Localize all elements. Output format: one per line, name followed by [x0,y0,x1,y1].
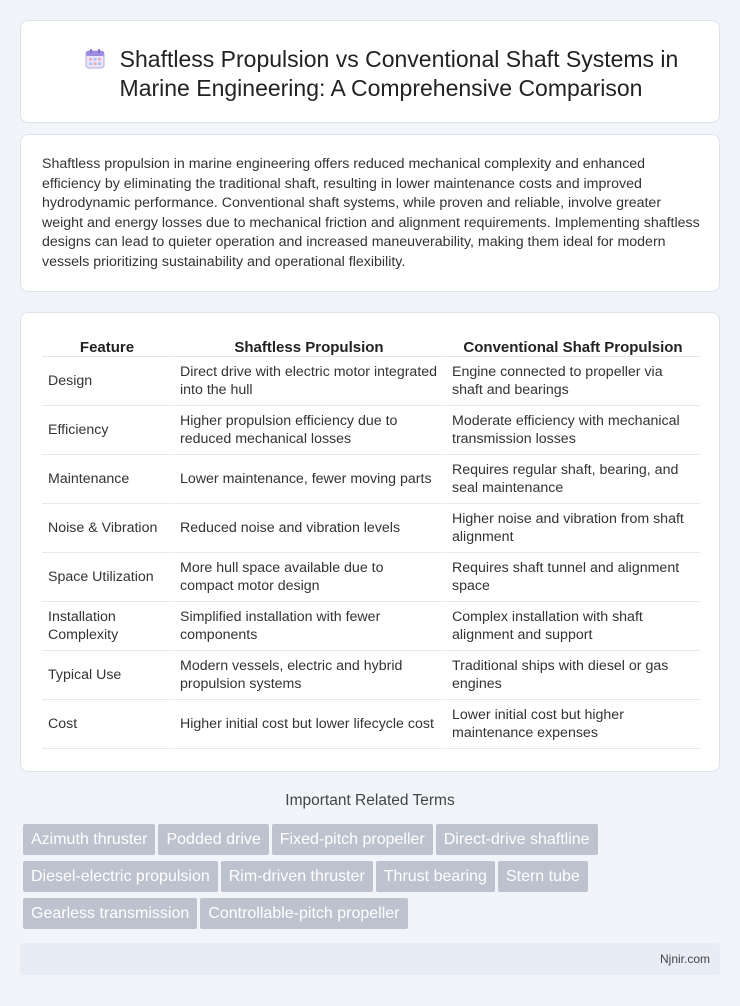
shaftless-cell: Modern vessels, electric and hybrid propulsion systems [172,651,444,700]
calendar-icon [84,48,106,70]
table-row [42,504,700,553]
tag-direct-drive-shaftline[interactable]: Direct-drive shaftline [436,824,598,855]
table-row [42,553,700,602]
comparison-card [20,312,720,772]
tag-controllable-pitch-propeller[interactable]: Controllable-pitch propeller [200,898,407,929]
intro-paragraph: Shaftless propulsion in marine engineering offers reduced mechanical complexity and enhanced efficiency by eliminating the traditional shaft, resulting in lower maintenance costs and improved hydrodynamic performance. Conventional shaft systems, while proven and reliable, involve greater weight and energy losses due to mechanical friction and alignment requirements. Implementing shaftless designs can lead to quieter operation and increased maneuverability, making them ideal for modern vessels prioritizing sustainability and operational flexibility. [42,156,700,270]
table-row [42,455,700,504]
header-feature: Feature [42,333,172,357]
conventional-cell: Traditional ships with diesel or gas engines [444,651,700,700]
conventional-cell: Moderate efficiency with mechanical transmission losses [444,406,700,455]
table-row [42,357,700,406]
related-terms-title: Important Related Terms [285,792,455,809]
shaftless-cell: Reduced noise and vibration levels [172,504,444,553]
feature-cell: Typical Use [42,651,172,700]
feature-cell: Maintenance [42,455,172,504]
tag-stern-tube[interactable]: Stern tube [498,861,588,892]
conventional-cell: Lower initial cost but higher maintenance expenses [444,700,700,749]
shaftless-cell: Direct drive with electric motor integrated into the hull [172,357,444,406]
feature-cell: Space Utilization [42,553,172,602]
footer-site-link[interactable]: Njnir.com [659,952,710,966]
feature-cell: Noise & Vibration [42,504,172,553]
feature-cell: Cost [42,700,172,749]
tag-fixed-pitch-propeller[interactable]: Fixed-pitch propeller [272,824,433,855]
title-card [20,20,720,123]
conventional-cell: Requires shaft tunnel and alignment space [444,553,700,602]
feature-cell: Installation Complexity [42,602,172,651]
table-header-row [42,333,700,357]
tag-azimuth-thruster[interactable]: Azimuth thruster [23,824,155,855]
conventional-cell: Requires regular shaft, bearing, and seal maintenance [444,455,700,504]
conventional-cell: Engine connected to propeller via shaft and bearings [444,357,700,406]
shaftless-cell: Lower maintenance, fewer moving parts [172,455,444,504]
comparison-table [42,333,700,749]
conventional-cell: Complex installation with shaft alignment and support [444,602,700,651]
shaftless-cell: Higher initial cost but lower lifecycle cost [172,700,444,749]
conventional-cell: Higher noise and vibration from shaft alignment [444,504,700,553]
tag-podded-drive[interactable]: Podded drive [158,824,268,855]
footer [20,943,720,975]
related-terms-tags [23,824,723,935]
header-shaftless: Shaftless Propulsion [172,333,444,357]
table-row [42,602,700,651]
tag-gearless-transmission[interactable]: Gearless transmission [23,898,197,929]
shaftless-cell: Simplified installation with fewer components [172,602,444,651]
feature-cell: Design [42,357,172,406]
feature-cell: Efficiency [42,406,172,455]
header-conventional: Conventional Shaft Propulsion [444,333,700,357]
shaftless-cell: More hull space available due to compact motor design [172,553,444,602]
intro-card [20,134,720,292]
shaftless-cell: Higher propulsion efficiency due to reduced mechanical losses [172,406,444,455]
table-row [42,406,700,455]
table-row [42,700,700,749]
page-title-wrap [51,45,711,103]
page-title: Shaftless Propulsion vs Conventional Shaft Systems in Marine Engineering: A Comprehensive Comparison [119,46,679,101]
tag-thrust-bearing[interactable]: Thrust bearing [376,861,495,892]
table-row [42,651,700,700]
tag-rim-driven-thruster[interactable]: Rim-driven thruster [221,861,373,892]
tag-diesel-electric-propulsion[interactable]: Diesel-electric propulsion [23,861,218,892]
